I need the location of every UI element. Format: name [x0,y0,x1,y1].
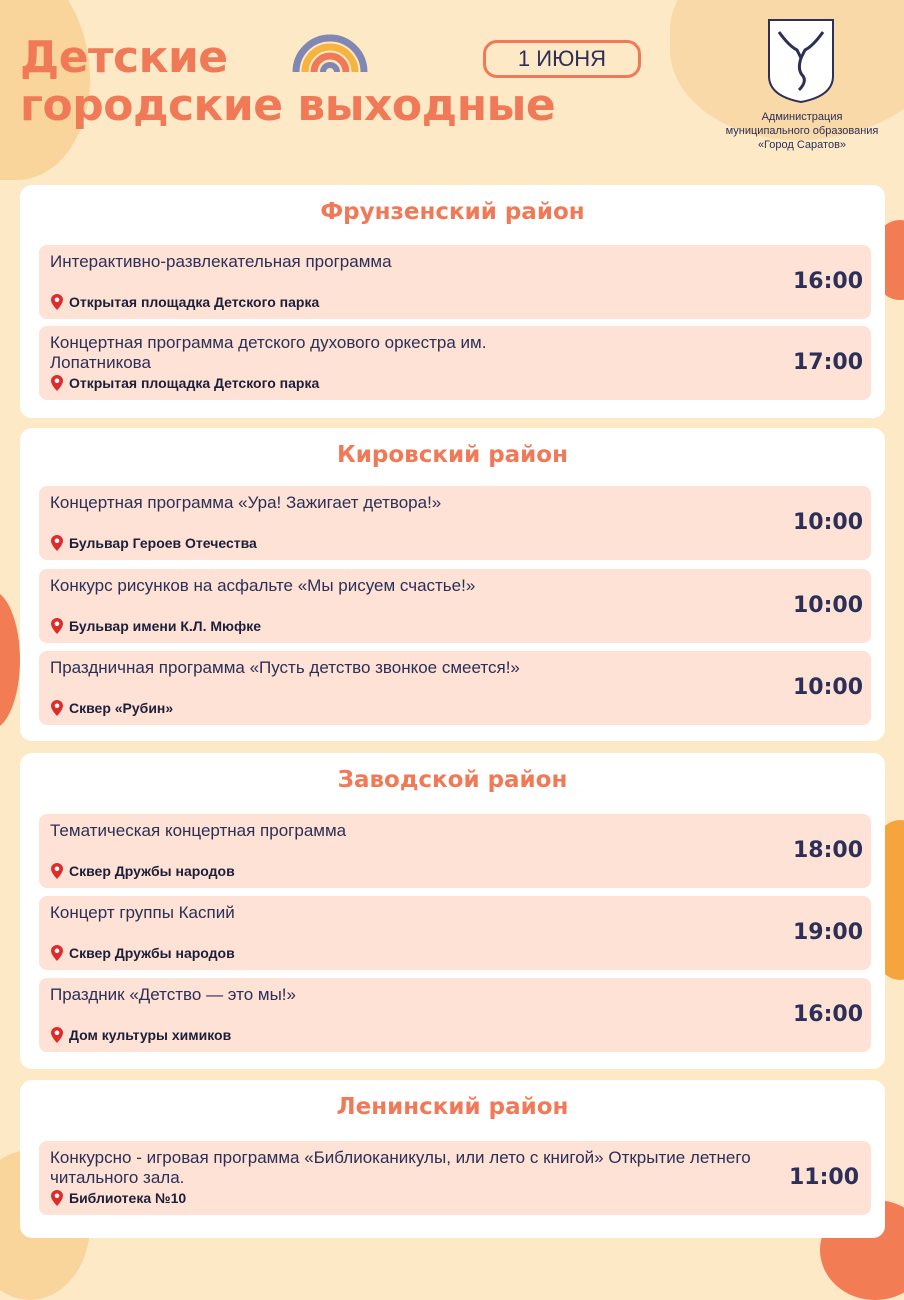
event-location [51,294,319,310]
event-time: 17:00 [792,350,863,375]
location-pin-icon [51,618,63,634]
event-place: Сквер Дружбы народов [69,863,235,879]
event-place: Сквер «Рубин» [69,700,174,716]
event-name: Праздничная программа «Пусть детство звонкое смеется!» [50,658,520,677]
location-pin-icon [51,1190,63,1206]
event-place: Сквер Дружбы народов [69,945,235,961]
event-item [39,1141,871,1215]
event-item [39,569,871,643]
title-line-2: городские выходные [20,80,556,131]
event-location [51,1190,186,1206]
event-time: 11:00 [788,1165,859,1190]
event-location [51,375,319,391]
event-item [39,814,871,888]
admin-line-1: Администрация [761,111,843,123]
event-name: Интерактивно-развлекательная программа [50,252,392,271]
administration-label [710,110,894,152]
page-title [20,34,555,130]
district-title: Фрунзенский район [320,199,585,225]
event-name: Концертная программа детского духового оркестра им. Лопатникова [50,333,487,372]
location-pin-icon [51,535,63,551]
event-item [39,651,871,725]
event-name: Конкурс рисунков на асфальте «Мы рисуем счастье!» [50,576,476,595]
district-card-frunzensky [20,185,885,418]
event-location [51,1027,231,1043]
event-location [51,618,261,634]
district-card-leninsky [20,1080,885,1238]
location-pin-icon [51,863,63,879]
admin-line-2: муниципального образования [725,125,879,137]
district-title: Ленинский район [336,1094,569,1120]
location-pin-icon [51,375,63,391]
event-item [39,245,871,319]
event-location [51,700,173,716]
admin-line-3: «Город Саратов» [757,139,847,151]
event-location [51,945,235,961]
event-item [39,326,871,400]
event-place: Дом культуры химиков [69,1027,232,1043]
coat-of-arms-icon [767,18,835,104]
location-pin-icon [51,700,63,716]
rainbow-icon [292,30,368,74]
location-pin-icon [51,294,63,310]
title-line-1: Детские [20,32,228,83]
event-place: Библиотека №10 [69,1190,187,1206]
district-card-kirovsky [20,428,885,741]
event-name: Праздник «Детство — это мы!» [50,985,296,1004]
event-name: Концертная программа «Ура! Зажигает детвора!» [50,493,442,512]
event-name: Концерт группы Каспий [50,903,235,922]
decor-blob [0,590,20,730]
event-place: Открытая площадка Детского парка [69,375,320,391]
district-title: Кировский район [336,442,568,468]
event-place: Открытая площадка Детского парка [69,294,320,310]
event-place: Бульвар Героев Отечества [69,535,257,551]
event-item [39,486,871,560]
event-item [39,978,871,1052]
event-item [39,896,871,970]
event-time: 16:00 [792,1002,863,1027]
event-name: Конкурсно - игровая программа «Библиоканикулы, или лето с книгой» Открытие летнего читального зала. [50,1148,751,1187]
event-time: 18:00 [792,838,863,863]
event-time: 19:00 [792,920,863,945]
district-card-zavodskoy [20,753,885,1069]
event-place: Бульвар имени К.Л. Мюфке [69,618,262,634]
event-time: 10:00 [792,510,863,535]
event-location [51,535,257,551]
event-time: 10:00 [792,675,863,700]
event-location [51,863,235,879]
event-time: 10:00 [792,593,863,618]
event-time: 16:00 [792,269,863,294]
header [0,0,904,180]
date-badge: 1 ИЮНЯ [483,40,641,78]
event-name: Тематическая концертная программа [50,821,347,840]
location-pin-icon [51,1027,63,1043]
district-title: Заводской район [337,767,568,793]
location-pin-icon [51,945,63,961]
